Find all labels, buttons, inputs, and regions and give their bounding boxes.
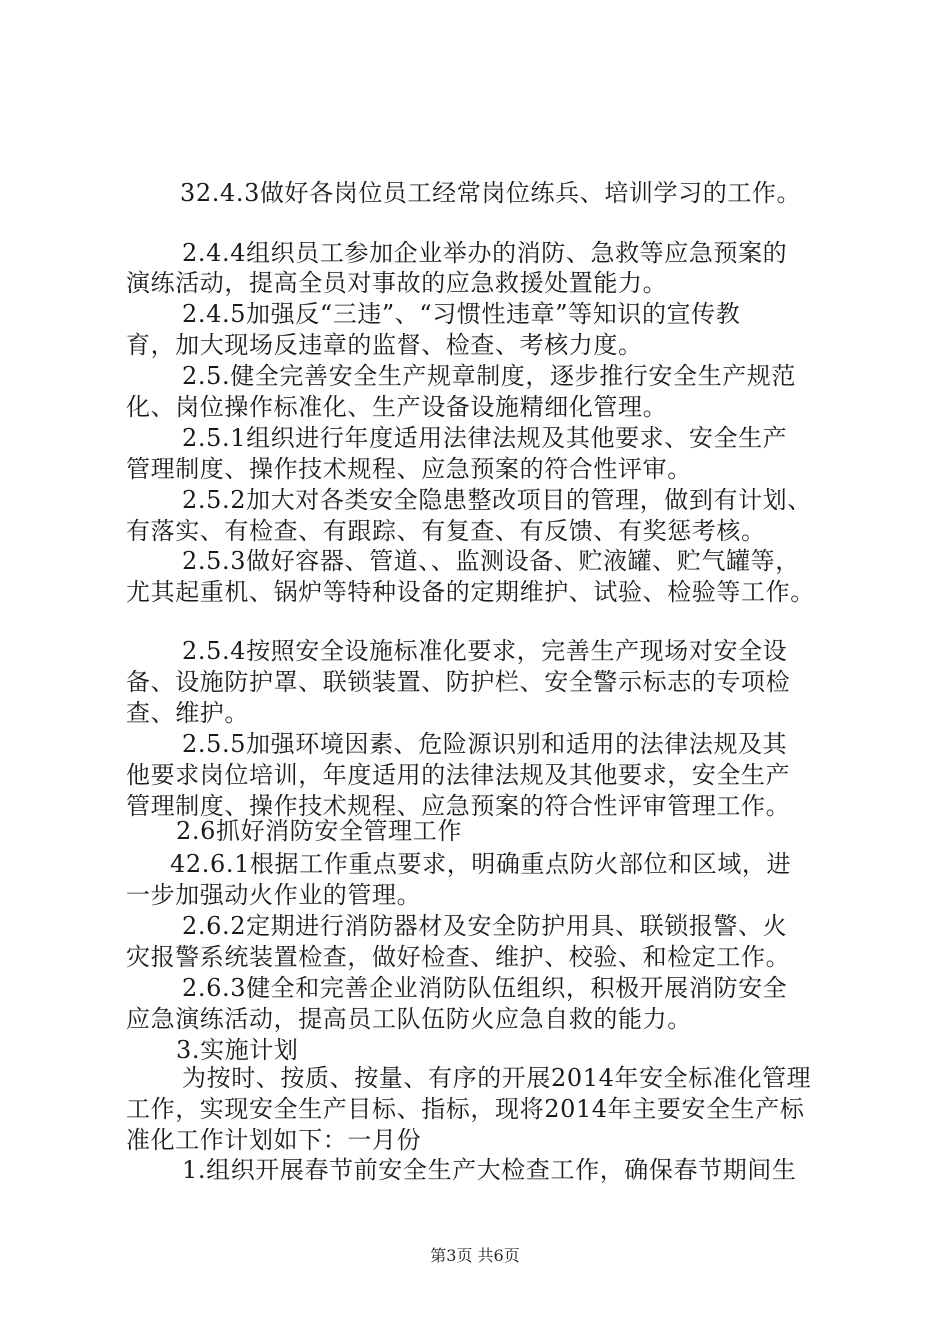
text-line-22: 一步加强动火作业的管理。 bbox=[126, 881, 422, 909]
text-line-12: 2.5.3做好容器、管道、、监测设备、贮液罐、贮气罐等， bbox=[182, 547, 800, 575]
text-line-19: 管理制度、操作技术规程、应急预案的符合性评审管理工作。 bbox=[126, 792, 791, 820]
text-line-27: 3.实施计划 bbox=[176, 1036, 299, 1064]
text-line-3: 演练活动，提高全员对事故的应急救援处置能力。 bbox=[126, 269, 668, 297]
text-line-20: 2.6抓好消防安全管理工作 bbox=[176, 817, 462, 845]
text-line-14: 2.5.4按照安全设施标准化要求，完善生产现场对安全设 bbox=[182, 637, 788, 665]
text-line-18: 他要求岗位培训，年度适用的法律法规及其他要求，安全生产 bbox=[126, 761, 791, 789]
text-line-29: 工作，实现安全生产目标、指标，现将2014年主要安全生产标 bbox=[126, 1095, 805, 1123]
text-line-28: 为按时、按质、按量、有序的开展2014年安全标准化管理 bbox=[182, 1064, 812, 1092]
text-line-31: 1.组织开展春节前安全生产大检查工作，确保春节期间生 bbox=[182, 1156, 797, 1184]
text-line-7: 化、岗位操作标准化、生产设备设施精细化管理。 bbox=[126, 393, 668, 421]
text-line-30: 准化工作计划如下：一月份 bbox=[126, 1126, 422, 1154]
text-line-26: 应急演练活动，提高员工队伍防火应急自救的能力。 bbox=[126, 1005, 692, 1033]
text-line-1: 32.4.3做好各岗位员工经常岗位练兵、培训学习的工作。 bbox=[180, 179, 802, 207]
text-line-13: 尤其起重机、锅炉等特种设备的定期维护、试验、检验等工作。 bbox=[126, 578, 815, 606]
text-line-24: 灾报警系统装置检查，做好检查、维护、校验、和检定工作。 bbox=[126, 943, 791, 971]
text-line-2: 2.4.4组织员工参加企业举办的消防、急救等应急预案的 bbox=[182, 239, 788, 267]
text-line-11: 有落实、有检查、有跟踪、有复查、有反馈、有奖惩考核。 bbox=[126, 517, 766, 545]
text-line-9: 管理制度、操作技术规程、应急预案的符合性评审。 bbox=[126, 455, 692, 483]
text-line-16: 查、维护。 bbox=[126, 699, 249, 727]
text-line-4: 2.4.5加强反“三违”、“习惯性违章”等知识的宣传教 bbox=[182, 300, 741, 328]
text-line-15: 备、设施防护罩、联锁装置、防护栏、安全警示标志的专项检 bbox=[126, 668, 791, 696]
text-line-10: 2.5.2加大对各类安全隐患整改项目的管理，做到有计划、 bbox=[182, 486, 812, 514]
page-number-footer: 第3页 共6页 bbox=[430, 1246, 520, 1265]
text-line-21: 42.6.1根据工作重点要求，明确重点防火部位和区域，进 bbox=[170, 850, 792, 878]
text-line-8: 2.5.1组织进行年度适用法律法规及其他要求、安全生产 bbox=[182, 424, 788, 452]
text-line-5: 育，加大现场反违章的监督、检查、考核力度。 bbox=[126, 331, 643, 359]
text-line-6: 2.5.健全完善安全生产规章制度，逐步推行安全生产规范 bbox=[182, 362, 796, 390]
text-line-23: 2.6.2定期进行消防器材及安全防护用具、联锁报警、火 bbox=[182, 912, 788, 940]
text-line-17: 2.5.5加强环境因素、危险源识别和适用的法律法规及其 bbox=[182, 730, 788, 758]
text-line-25: 2.6.3健全和完善企业消防队伍组织，积极开展消防安全 bbox=[182, 974, 788, 1002]
